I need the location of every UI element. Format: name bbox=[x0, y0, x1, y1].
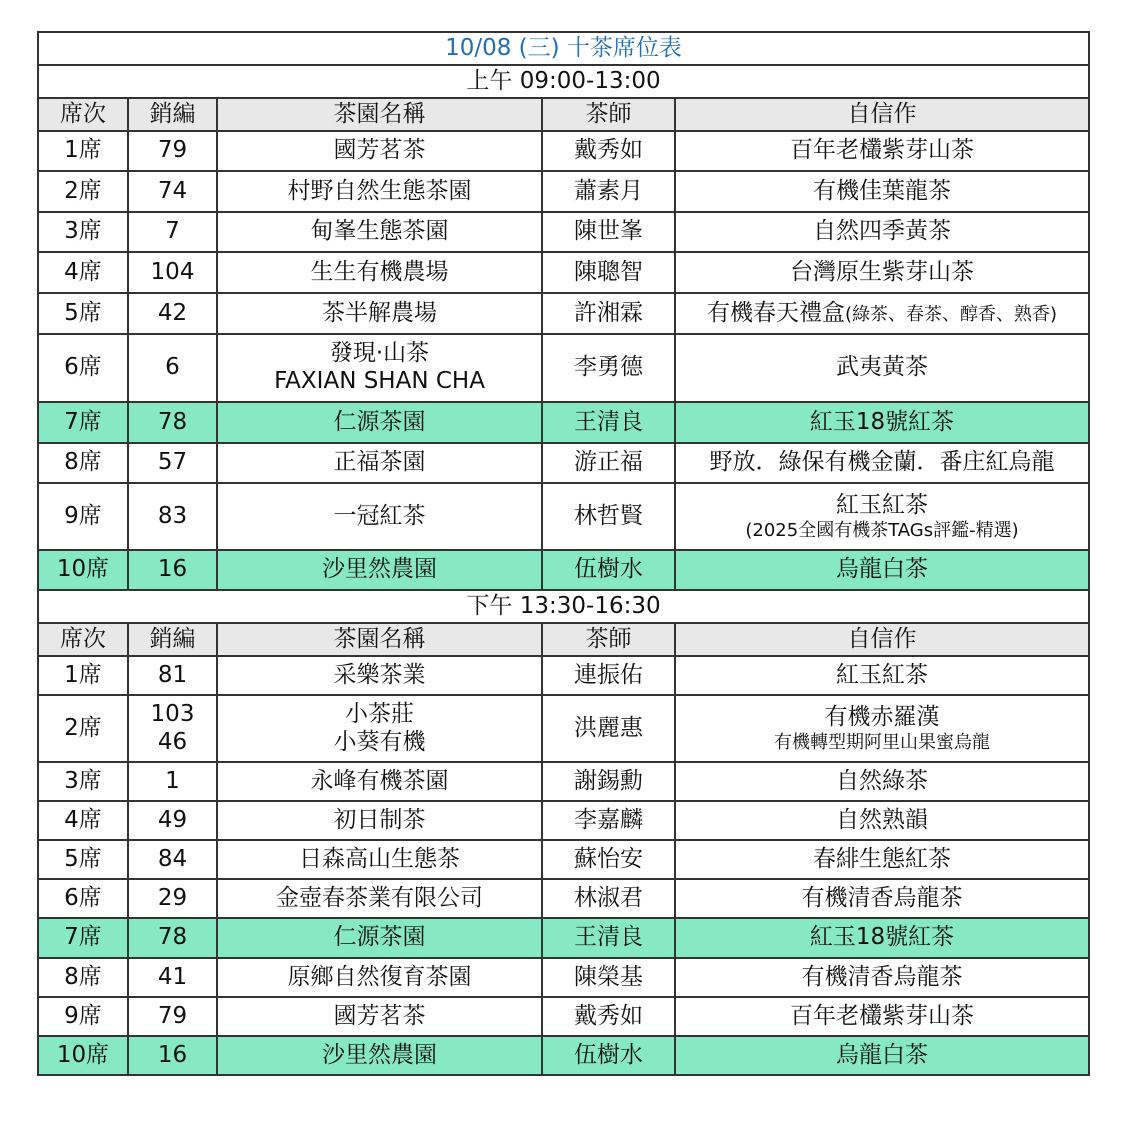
header-work: 自信作 bbox=[675, 623, 1089, 656]
sales-no-cell: 57 bbox=[128, 443, 217, 483]
seat-cell: 8席 bbox=[38, 443, 128, 483]
garden-cell: 采樂茶業 bbox=[217, 656, 542, 695]
sales-no-cell: 83 bbox=[128, 483, 217, 550]
tea-master-cell: 王清良 bbox=[542, 918, 675, 958]
seat-cell: 2席 bbox=[38, 695, 128, 762]
tea-master-cell: 李嘉麟 bbox=[542, 801, 675, 840]
signature-work-cell-line2: (2025全國有機茶TAGs評鑑-精選) bbox=[745, 519, 1019, 541]
garden-cell: 一冠紅茶 bbox=[217, 483, 542, 550]
table-row bbox=[38, 131, 1089, 171]
signature-work-cell bbox=[675, 293, 1089, 334]
table-row bbox=[38, 695, 1089, 762]
signature-work-cell: 自然熟韻 bbox=[675, 801, 1089, 840]
garden-cell: 甸峯生態茶園 bbox=[217, 212, 542, 252]
morning-session-label: 上午 09:00-13:00 bbox=[38, 65, 1089, 98]
signature-work-cell: 台灣原生紫芽山茶 bbox=[675, 252, 1089, 293]
garden-cell: 國芳茗茶 bbox=[217, 131, 542, 171]
sales-no-cell: 41 bbox=[128, 958, 217, 997]
table-row bbox=[38, 840, 1089, 879]
table-row bbox=[38, 879, 1089, 918]
seat-cell: 7席 bbox=[38, 918, 128, 958]
sales-no-cell: 78 bbox=[128, 402, 217, 443]
seat-cell: 4席 bbox=[38, 801, 128, 840]
garden-cell: 原鄉自然復育茶園 bbox=[217, 958, 542, 997]
table-row bbox=[38, 252, 1089, 293]
table-row bbox=[38, 293, 1089, 334]
sales-no-cell: 29 bbox=[128, 879, 217, 918]
signature-work-cell: 百年老欉紫芽山茶 bbox=[675, 131, 1089, 171]
morning-rows bbox=[38, 131, 1089, 590]
seat-cell: 1席 bbox=[38, 656, 128, 695]
tea-master-cell: 王清良 bbox=[542, 402, 675, 443]
signature-work-text: 有機春天禮盒 bbox=[706, 299, 845, 326]
seat-cell: 9席 bbox=[38, 483, 128, 550]
garden-cell-line2: 小葵有機 bbox=[333, 728, 426, 755]
sales-no-cell: 84 bbox=[128, 840, 217, 879]
sales-no-cell: 79 bbox=[128, 131, 217, 171]
sales-no-cell: 49 bbox=[128, 801, 217, 840]
sales-no-cell: 16 bbox=[128, 550, 217, 590]
garden-cell: 國芳茗茶 bbox=[217, 997, 542, 1036]
sales-no-cell: 7 bbox=[128, 212, 217, 252]
sales-no-cell: 79 bbox=[128, 997, 217, 1036]
tea-master-cell: 連振佑 bbox=[542, 656, 675, 695]
header-seat: 席次 bbox=[38, 623, 128, 656]
garden-cell: 日森高山生態茶 bbox=[217, 840, 542, 879]
signature-work-cell: 有機清香烏龍茶 bbox=[675, 958, 1089, 997]
garden-cell bbox=[217, 334, 542, 402]
page-title: 10/08 (三) 十茶席位表 bbox=[38, 32, 1089, 65]
seat-cell: 9席 bbox=[38, 997, 128, 1036]
table-row bbox=[38, 402, 1089, 443]
table-row bbox=[38, 334, 1089, 402]
signature-work-cell: 有機佳葉龍茶 bbox=[675, 171, 1089, 212]
seat-cell: 5席 bbox=[38, 293, 128, 334]
signature-work-cell: 烏龍白茶 bbox=[675, 1036, 1089, 1075]
tea-master-cell: 林哲賢 bbox=[542, 483, 675, 550]
signature-work-cell-line1: 紅玉紅茶 bbox=[836, 491, 929, 518]
garden-cell: 仁源茶園 bbox=[217, 402, 542, 443]
header-master: 茶師 bbox=[542, 623, 675, 656]
signature-work-cell: 紅玉18號紅茶 bbox=[675, 918, 1089, 958]
tea-master-cell: 戴秀如 bbox=[542, 997, 675, 1036]
sales-no-cell: 78 bbox=[128, 918, 217, 958]
signature-work-cell-line2: 有機轉型期阿里山果蜜烏龍 bbox=[774, 731, 991, 753]
signature-work-cell bbox=[675, 483, 1089, 550]
seat-cell: 6席 bbox=[38, 879, 128, 918]
table-row bbox=[38, 171, 1089, 212]
signature-work-cell: 自然綠茶 bbox=[675, 762, 1089, 801]
seat-cell: 7席 bbox=[38, 402, 128, 443]
table-row bbox=[38, 656, 1089, 695]
garden-cell: 村野自然生態茶園 bbox=[217, 171, 542, 212]
table-row bbox=[38, 550, 1089, 590]
seat-cell: 8席 bbox=[38, 958, 128, 997]
signature-work-cell: 自然四季黃茶 bbox=[675, 212, 1089, 252]
tea-master-cell: 蘇怡安 bbox=[542, 840, 675, 879]
sales-no-cell-line1: 103 bbox=[150, 700, 195, 727]
afternoon-session-label: 下午 13:30-16:30 bbox=[38, 590, 1089, 623]
table-row bbox=[38, 997, 1089, 1036]
seat-cell: 1席 bbox=[38, 131, 128, 171]
garden-cell-line1: 小茶莊 bbox=[345, 700, 414, 727]
tea-master-cell: 洪麗惠 bbox=[542, 695, 675, 762]
garden-cell: 初日制茶 bbox=[217, 801, 542, 840]
table-row bbox=[38, 443, 1089, 483]
seat-cell: 3席 bbox=[38, 212, 128, 252]
signature-work-cell: 春緋生態紅茶 bbox=[675, 840, 1089, 879]
tea-master-cell: 伍樹水 bbox=[542, 1036, 675, 1075]
sales-no-cell: 6 bbox=[128, 334, 217, 402]
header-master: 茶師 bbox=[542, 98, 675, 131]
signature-work-cell: 有機清香烏龍茶 bbox=[675, 879, 1089, 918]
sales-no-cell: 1 bbox=[128, 762, 217, 801]
signature-work-cell: 百年老欉紫芽山茶 bbox=[675, 997, 1089, 1036]
seat-cell: 3席 bbox=[38, 762, 128, 801]
table-row bbox=[38, 918, 1089, 958]
afternoon-rows bbox=[38, 656, 1089, 1075]
seating-table bbox=[37, 31, 1090, 1076]
sales-no-cell: 104 bbox=[128, 252, 217, 293]
seat-cell: 5席 bbox=[38, 840, 128, 879]
header-seat: 席次 bbox=[38, 98, 128, 131]
sales-no-cell bbox=[128, 695, 217, 762]
signature-work-cell bbox=[675, 695, 1089, 762]
garden-cell: 沙里然農園 bbox=[217, 550, 542, 590]
signature-work-cell: 烏龍白茶 bbox=[675, 550, 1089, 590]
header-work: 自信作 bbox=[675, 98, 1089, 131]
header-no: 銷編 bbox=[128, 623, 217, 656]
header-garden: 茶園名稱 bbox=[217, 623, 542, 656]
tea-master-cell: 林淑君 bbox=[542, 879, 675, 918]
garden-cell: 金壺春茶業有限公司 bbox=[217, 879, 542, 918]
garden-cell-line2: FAXIAN SHAN CHA bbox=[274, 368, 485, 394]
table-row bbox=[38, 801, 1089, 840]
garden-cell: 永峰有機茶園 bbox=[217, 762, 542, 801]
afternoon-header-row bbox=[38, 623, 1089, 656]
tea-master-cell: 許湘霖 bbox=[542, 293, 675, 334]
garden-cell: 仁源茶園 bbox=[217, 918, 542, 958]
garden-cell-line1: 發現·山茶 bbox=[329, 340, 430, 367]
seat-cell: 10席 bbox=[38, 1036, 128, 1075]
signature-work-cell: 武夷黃茶 bbox=[675, 334, 1089, 402]
garden-cell: 正福茶園 bbox=[217, 443, 542, 483]
sales-no-cell: 81 bbox=[128, 656, 217, 695]
table-row bbox=[38, 762, 1089, 801]
table-row bbox=[38, 1036, 1089, 1075]
signature-work-cell-line1: 有機赤羅漢 bbox=[824, 703, 940, 730]
table-row bbox=[38, 958, 1089, 997]
tea-master-cell: 謝錫勳 bbox=[542, 762, 675, 801]
tea-master-cell: 陳榮基 bbox=[542, 958, 675, 997]
seat-cell: 4席 bbox=[38, 252, 128, 293]
tea-master-cell: 游正福 bbox=[542, 443, 675, 483]
signature-work-cell: 野放．綠保有機金蘭．番庄紅烏龍 bbox=[675, 443, 1089, 483]
tea-master-cell: 戴秀如 bbox=[542, 131, 675, 171]
tea-master-cell: 陳世峯 bbox=[542, 212, 675, 252]
seat-cell: 6席 bbox=[38, 334, 128, 402]
seat-cell: 10席 bbox=[38, 550, 128, 590]
sales-no-cell-line2: 46 bbox=[157, 728, 188, 755]
garden-cell: 茶半解農場 bbox=[217, 293, 542, 334]
signature-work-cell: 紅玉紅茶 bbox=[675, 656, 1089, 695]
tea-master-cell: 伍樹水 bbox=[542, 550, 675, 590]
table-row bbox=[38, 212, 1089, 252]
garden-cell: 生生有機農場 bbox=[217, 252, 542, 293]
morning-header-row bbox=[38, 98, 1089, 131]
header-garden: 茶園名稱 bbox=[217, 98, 542, 131]
signature-work-note: (綠茶、春茶、醇香、熟香) bbox=[844, 303, 1058, 325]
sales-no-cell: 74 bbox=[128, 171, 217, 212]
header-no: 銷編 bbox=[128, 98, 217, 131]
sales-no-cell: 42 bbox=[128, 293, 217, 334]
tea-master-cell: 陳聰智 bbox=[542, 252, 675, 293]
tea-master-cell: 蕭素月 bbox=[542, 171, 675, 212]
table-row bbox=[38, 483, 1089, 550]
signature-work-cell: 紅玉18號紅茶 bbox=[675, 402, 1089, 443]
garden-cell: 沙里然農園 bbox=[217, 1036, 542, 1075]
sales-no-cell: 16 bbox=[128, 1036, 217, 1075]
seat-cell: 2席 bbox=[38, 171, 128, 212]
tea-master-cell: 李勇德 bbox=[542, 334, 675, 402]
garden-cell bbox=[217, 695, 542, 762]
